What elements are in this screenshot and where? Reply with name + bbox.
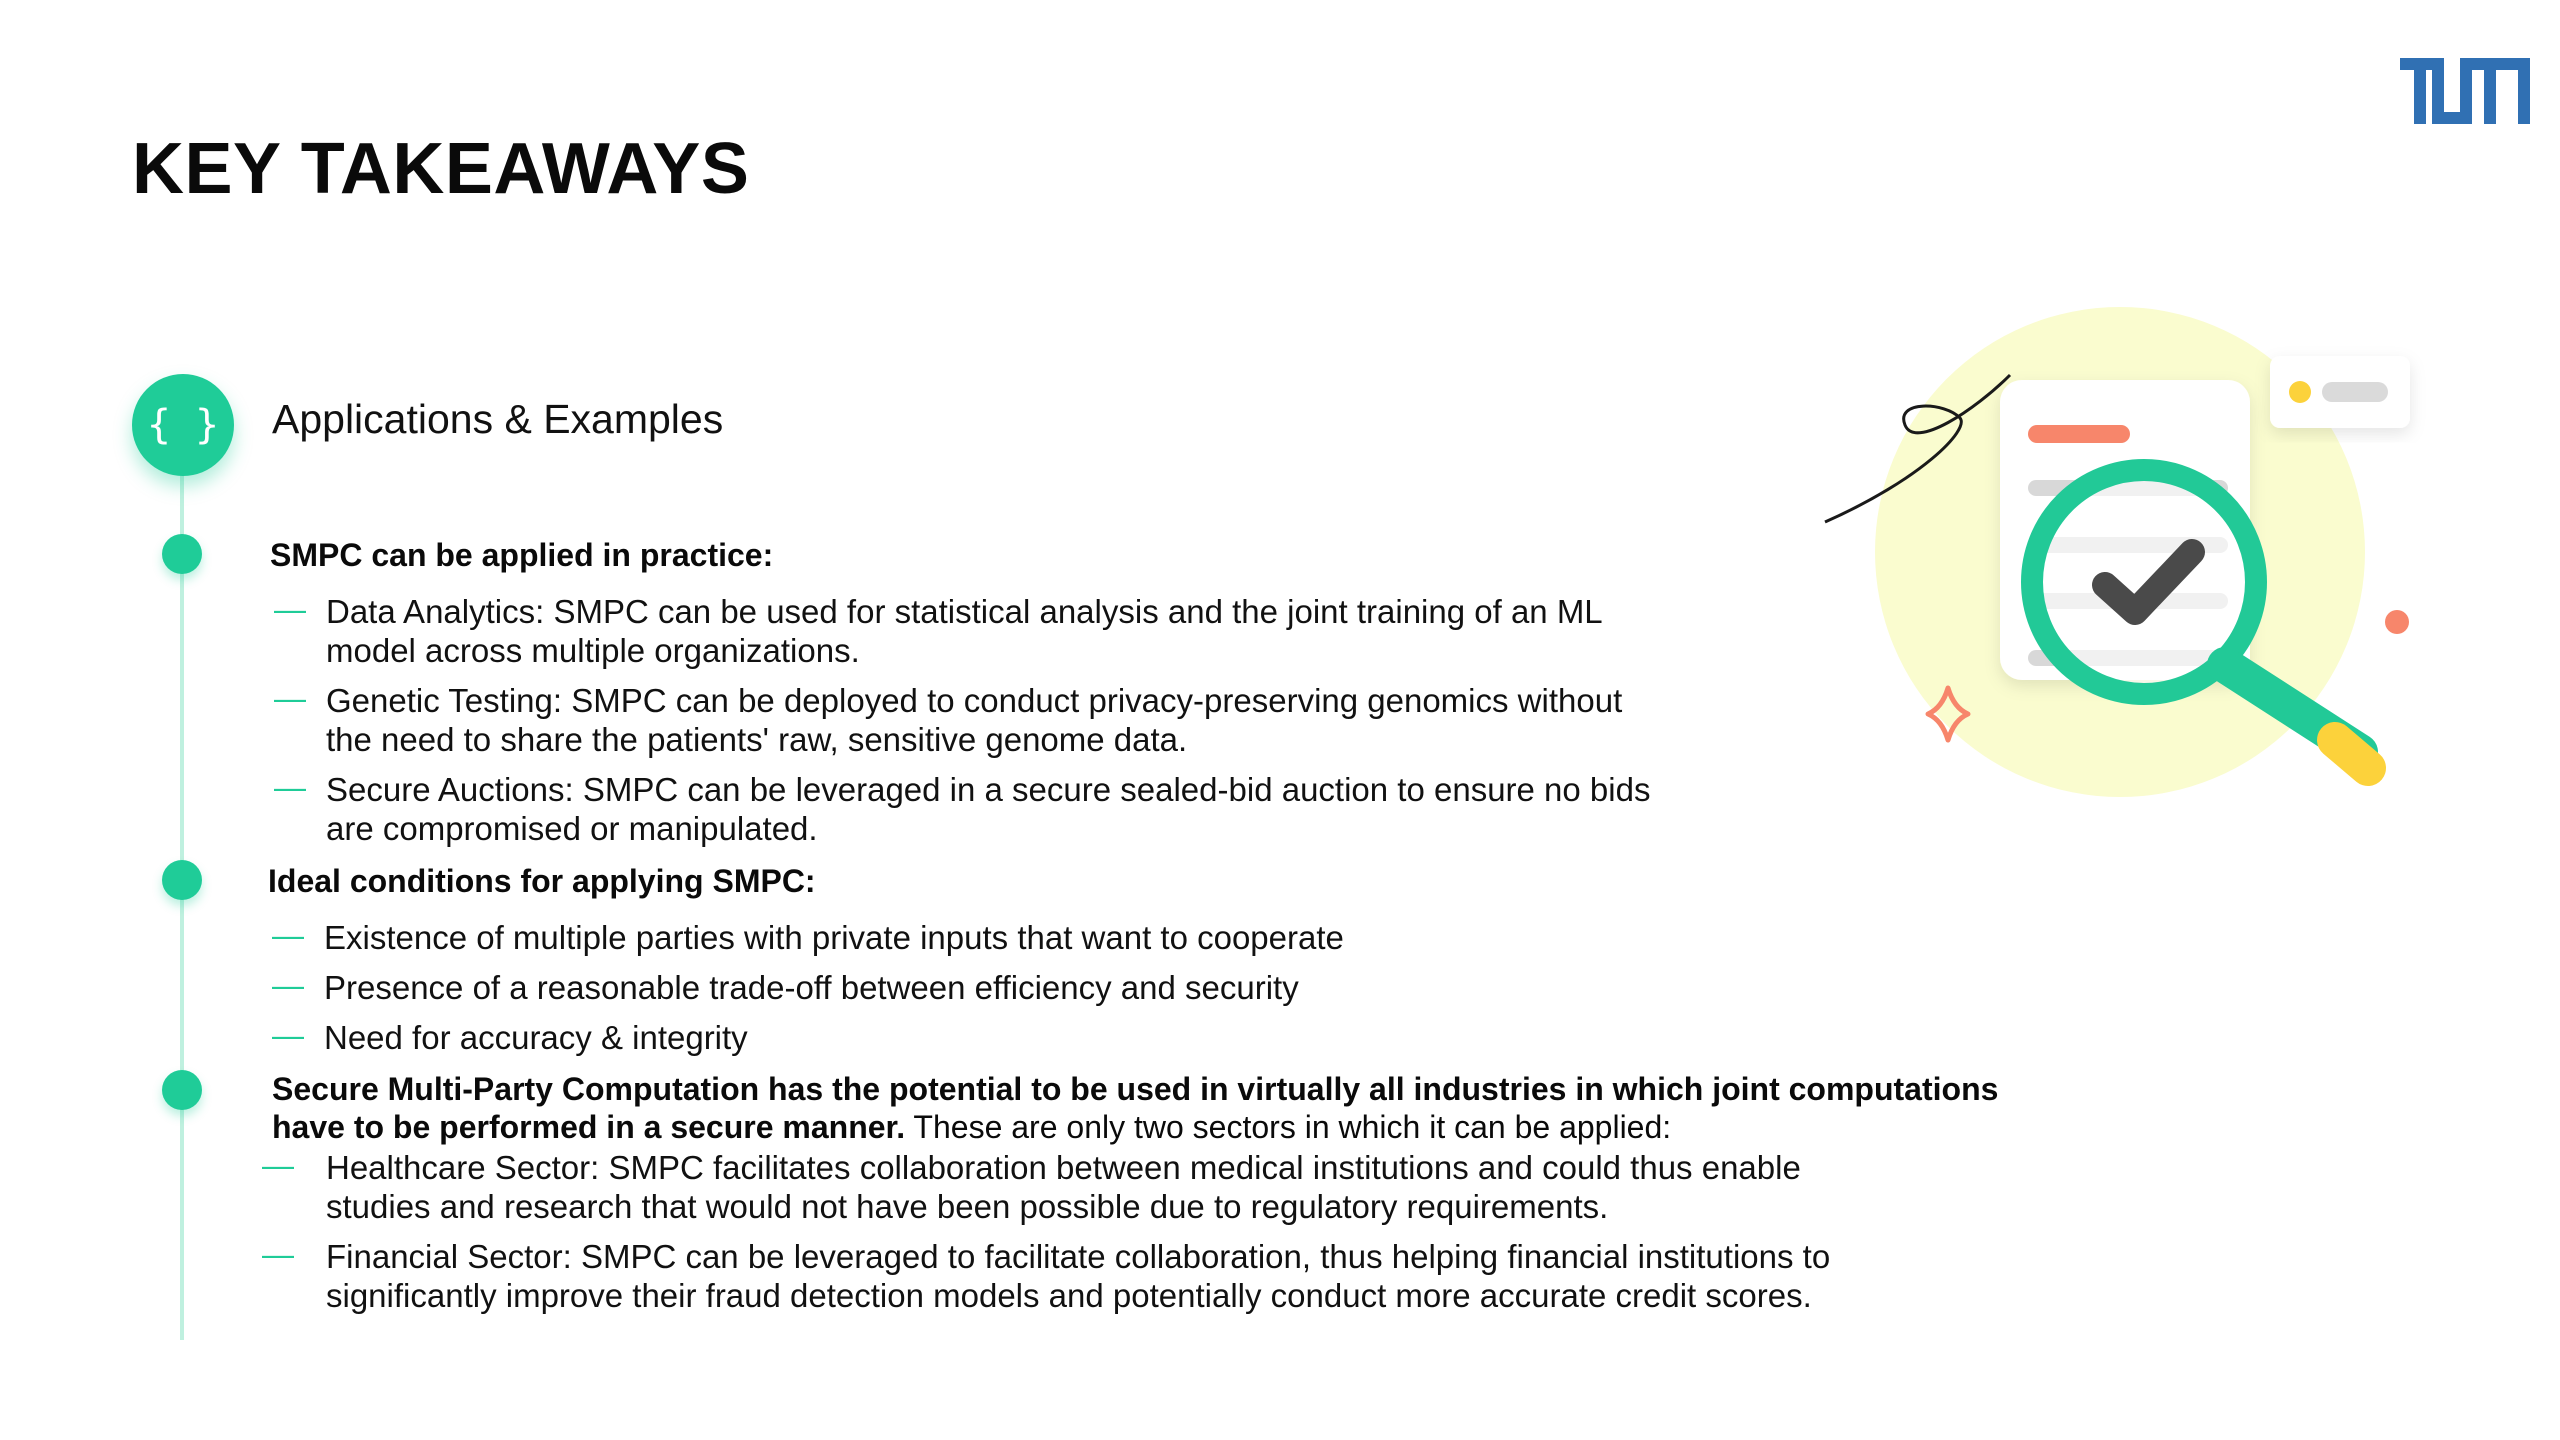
braces-glyph: { } [146, 402, 220, 448]
list-item-line: Need for accuracy & integrity [324, 1019, 748, 1056]
block-lead: Ideal conditions for applying SMPC: [268, 863, 816, 899]
code-braces-icon [132, 374, 234, 476]
list-item-line: the need to share the patients' raw, sensitive genome data. [326, 721, 1188, 758]
timeline-dot [162, 860, 202, 900]
list-item-line: Existence of multiple parties with private inputs that want to cooperate [324, 919, 1344, 956]
section-heading: Applications & Examples [272, 396, 724, 442]
tum-logo [2400, 58, 2530, 124]
timeline-line [180, 470, 184, 1340]
list-item [272, 967, 1299, 1007]
list-item-line: model across multiple organizations. [326, 632, 860, 669]
list-item-line: studies and research that would not have been possible due to regulatory requirements. [326, 1188, 1609, 1225]
lead-bold-part: have to be performed in a secure manner. [272, 1109, 906, 1145]
timeline-dot [162, 1070, 202, 1110]
list-item [262, 1147, 1801, 1226]
list-item [274, 680, 1623, 759]
list-item-line: Secure Auctions: SMPC can be leveraged in a secure sealed-bid auction to ensure no bids [326, 771, 1651, 808]
slide-title: KEY TAKEAWAYS [132, 129, 750, 209]
list-item [274, 769, 1651, 848]
dash-icon: — [262, 1147, 294, 1183]
magnifier-checkmark-document-icon [1800, 300, 2440, 820]
block-lead: SMPC can be applied in practice: [270, 537, 774, 573]
list-item-line: significantly improve their fraud detection models and potentially conduct more accurate credit scores. [326, 1277, 1812, 1314]
dash-icon: — [262, 1236, 294, 1272]
list-item-line: Data Analytics: SMPC can be used for statistical analysis and the joint training of an ML [326, 593, 1603, 630]
dash-icon: — [272, 1017, 304, 1053]
list-item [272, 917, 1344, 957]
list-item [262, 1236, 1831, 1315]
dash-icon: — [274, 769, 306, 805]
dash-icon: — [272, 967, 304, 1003]
list-item-line: Presence of a reasonable trade-off between efficiency and security [324, 969, 1299, 1006]
dash-icon: — [272, 917, 304, 953]
lead-normal-part: These are only two sectors in which it can be applied: [905, 1109, 1672, 1145]
list-item-line: Genetic Testing: SMPC can be deployed to conduct privacy-preserving genomics without [326, 682, 1623, 719]
list-item-line: Financial Sector: SMPC can be leveraged to facilitate collaboration, thus helping financial institutions to [326, 1238, 1831, 1275]
dash-icon: — [274, 680, 306, 716]
dash-icon: — [274, 591, 306, 627]
timeline-dot [162, 534, 202, 574]
block-lead [272, 1070, 1998, 1146]
list-item [272, 1017, 748, 1057]
list-item-line: are compromised or manipulated. [326, 810, 818, 847]
list-item [274, 591, 1603, 670]
lead-line [272, 1108, 1998, 1146]
list-item-line: Healthcare Sector: SMPC facilitates collaboration between medical institutions and could thus enable [326, 1149, 1801, 1186]
lead-line: Secure Multi-Party Computation has the potential to be used in virtually all industries in which joint computations [272, 1071, 1999, 1107]
